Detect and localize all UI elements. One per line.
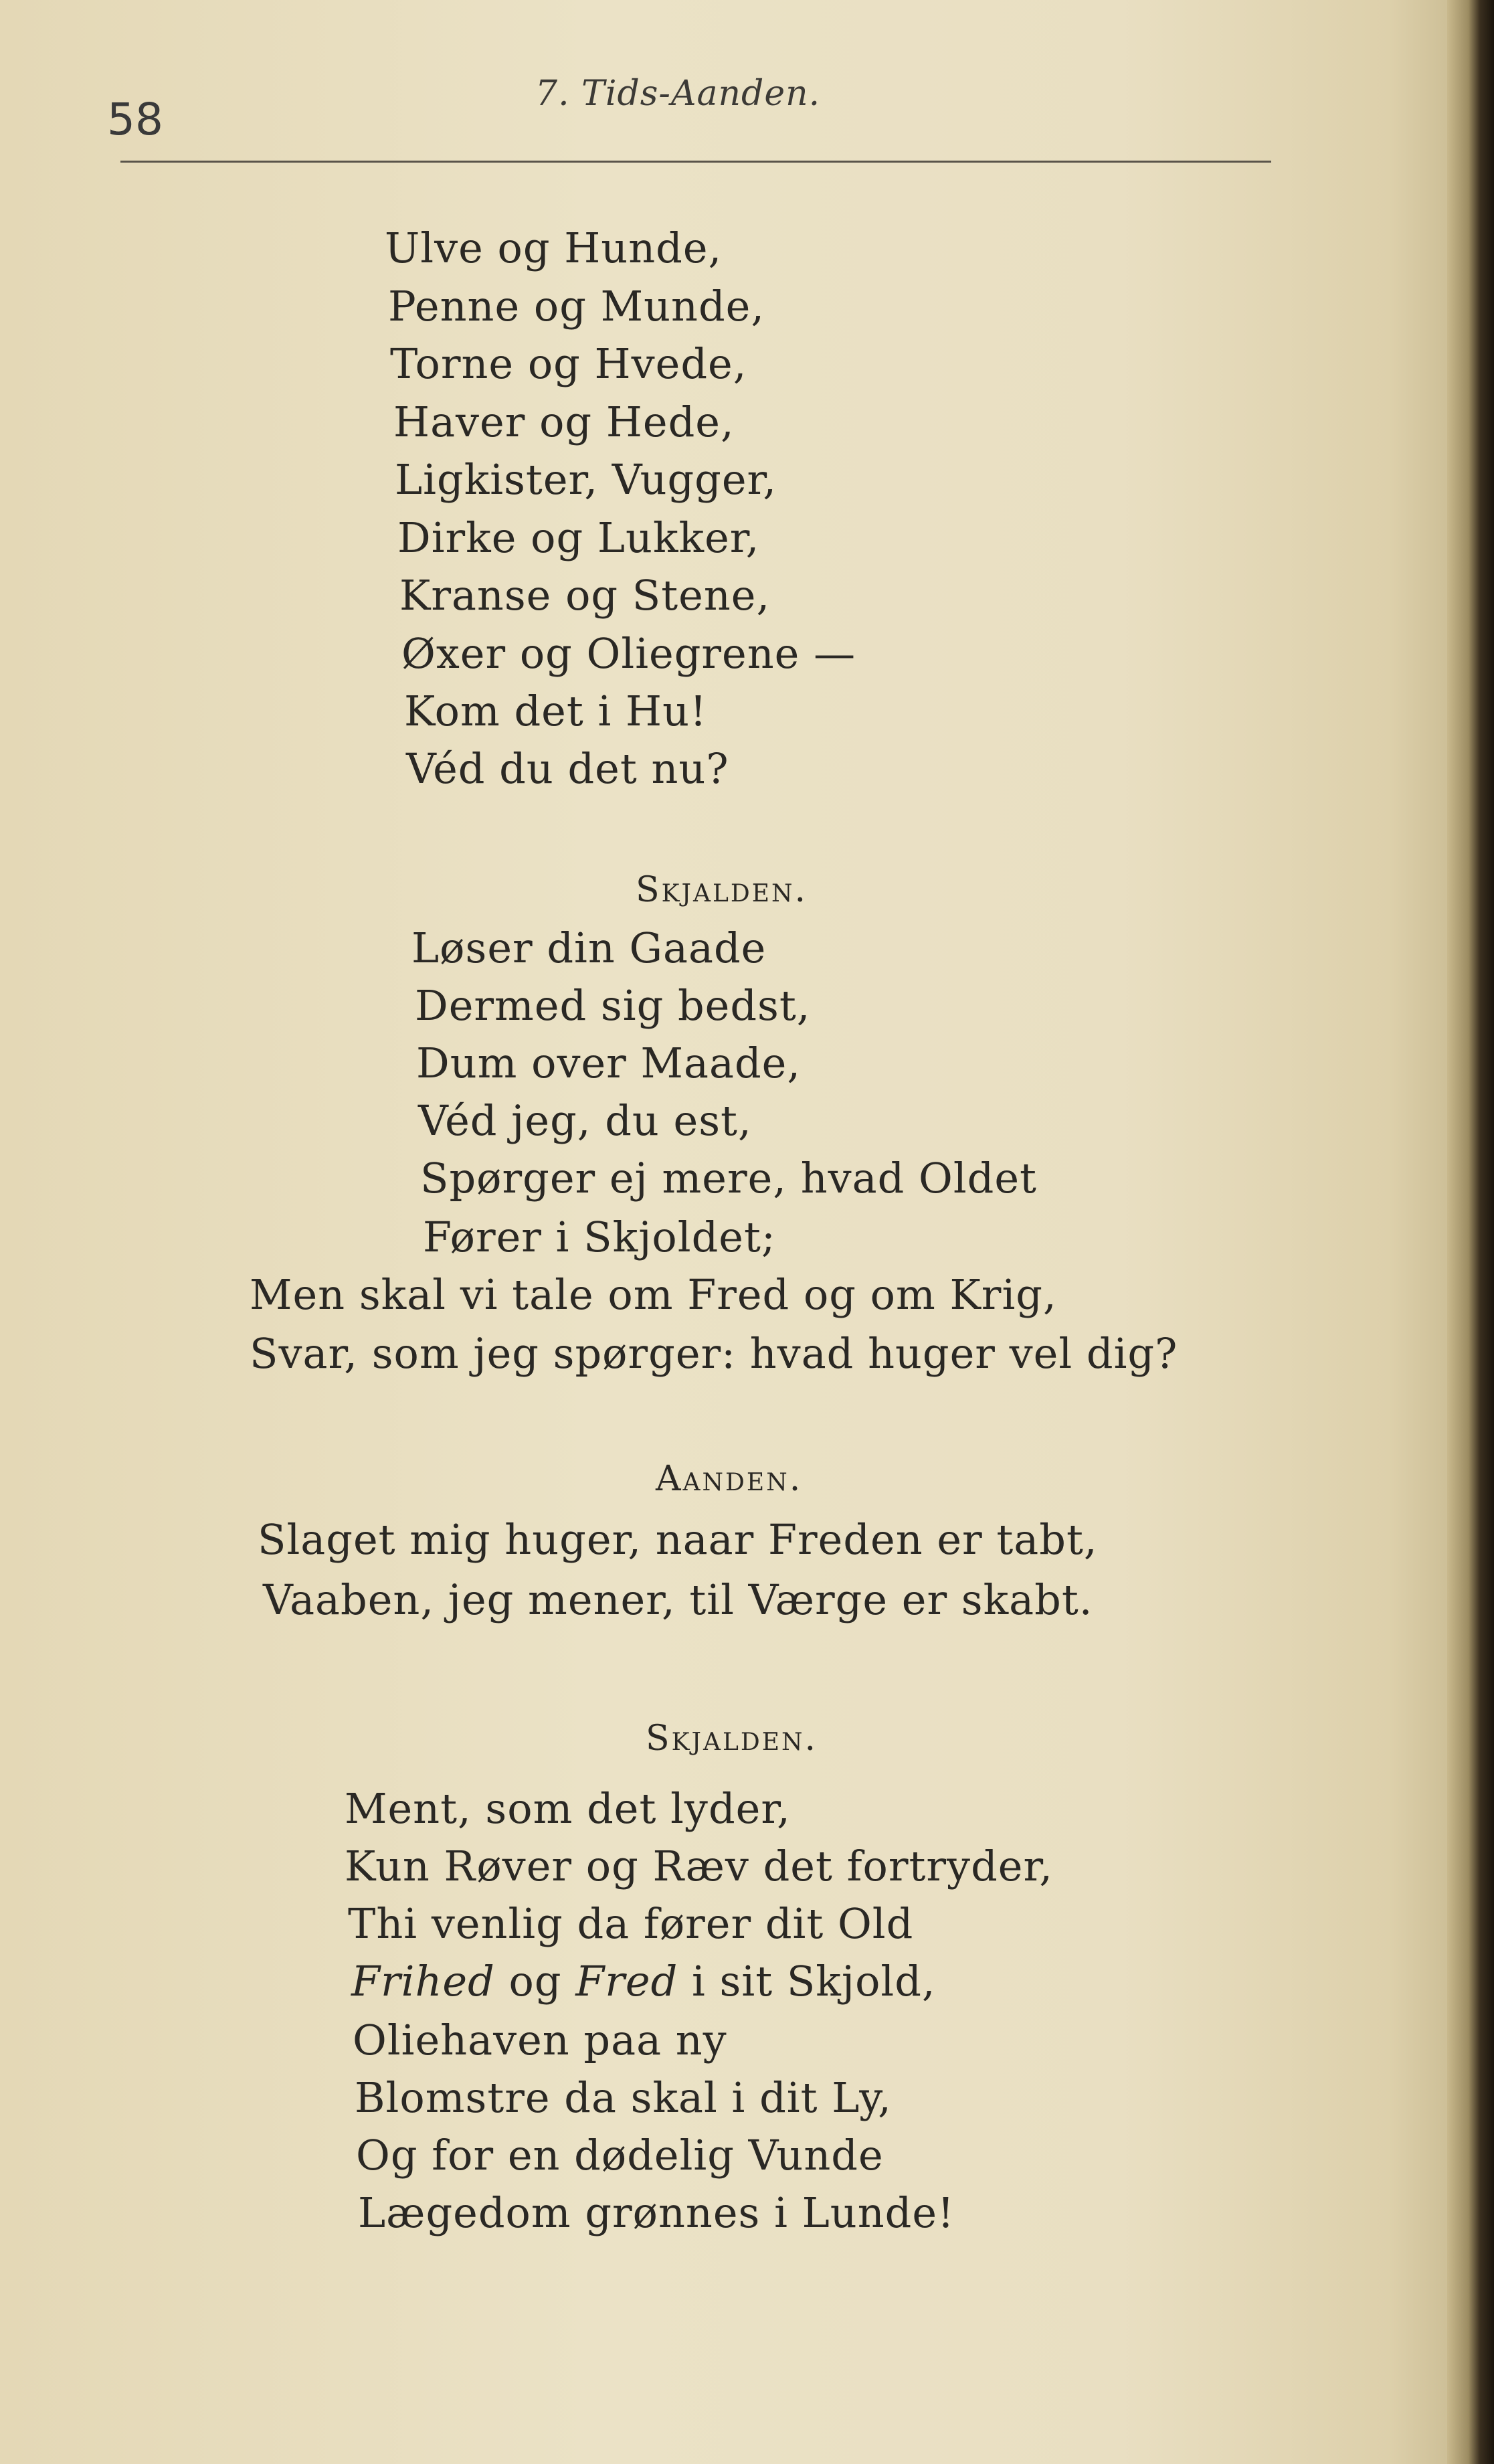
speaker-name: Skjalden. — [636, 870, 808, 910]
italic-word: Fred — [575, 1957, 678, 2006]
speaker-name: Aanden. — [656, 1459, 803, 1499]
verse-line: Ligkister, Vugger, — [395, 455, 777, 504]
verse-line: Og for en dødelig Vunde — [356, 2131, 884, 2180]
verse-line: Kom det i Hu! — [404, 687, 707, 735]
verse-line: Kun Røver og Ræv det fortryder, — [345, 1842, 1053, 1890]
verse-line: Blomstre da skal i dit Ly, — [355, 2073, 892, 2122]
verse-line: Kranse og Stene, — [399, 571, 771, 620]
verse-line: Torne og Hvede, — [390, 339, 747, 388]
verse-line: Løser din Gaade — [411, 923, 767, 972]
verse-word: og — [508, 1957, 562, 2006]
verse-line: Vaaben, jeg mener, til Værge er skabt. — [263, 1575, 1093, 1624]
verse-line: Svar, som jeg spørger: hvad huger vel dig? — [250, 1329, 1178, 1378]
verse-line: Dirke og Lukker, — [397, 513, 760, 562]
verse-line: Haver og Hede, — [393, 398, 735, 446]
page-number: 58 — [107, 94, 163, 145]
verse-line: Lægedom grønnes i Lunde! — [358, 2188, 955, 2237]
verse-line: Spørger ej mere, hvad Oldet — [420, 1154, 1037, 1203]
verse-line: Men skal vi tale om Fred og om Krig, — [250, 1270, 1057, 1319]
verse-line: Ment, som det lyder, — [345, 1784, 791, 1833]
verse-line: Dermed sig bedst, — [415, 981, 811, 1030]
verse-line: Thi venlig da fører dit Old — [348, 1899, 914, 1948]
verse-line: Fører i Skjoldet; — [423, 1213, 776, 1261]
verse-line: Slaget mig huger, naar Freden er tabt, — [258, 1515, 1098, 1564]
running-head: 7. Tids-Aanden. — [535, 74, 821, 114]
verse-line: Øxer og Oliegrene — — [401, 629, 856, 678]
header-rule — [120, 161, 1271, 163]
verse-line: Dum over Maade, — [416, 1039, 802, 1087]
verse-line — [351, 1957, 936, 2006]
verse-line: Ulve og Hunde, — [385, 224, 723, 272]
speaker-name: Skjalden. — [646, 1719, 818, 1759]
verse-word: i sit Skjold, — [692, 1957, 936, 2006]
italic-word: Frihed — [351, 1957, 495, 2006]
verse-line: Penne og Munde, — [388, 282, 765, 331]
verse-line: Oliehaven paa ny — [353, 2016, 727, 2064]
page-edge-shadow — [1447, 0, 1494, 2464]
verse-line: Véd jeg, du est, — [418, 1096, 752, 1145]
verse-line: Véd du det nu? — [406, 744, 729, 793]
